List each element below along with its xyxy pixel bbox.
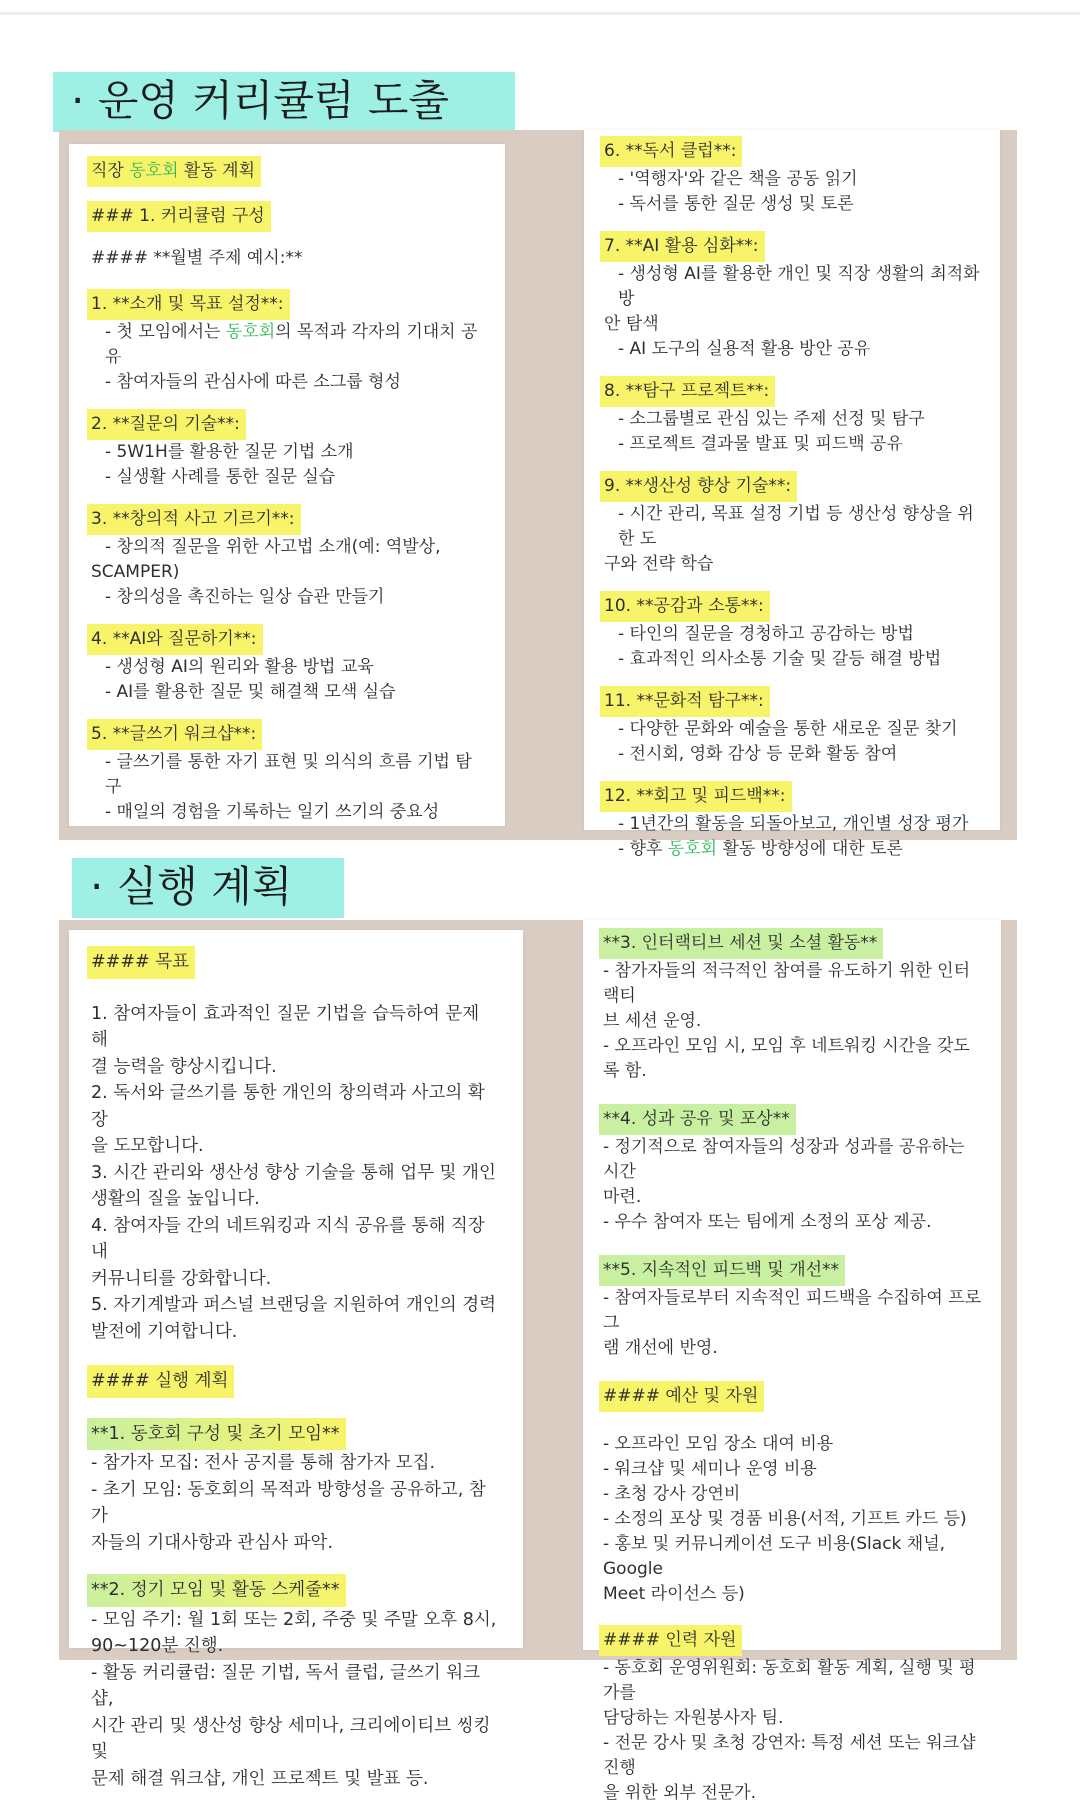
curriculum-panel bbox=[59, 130, 1017, 859]
goal-list bbox=[91, 1001, 501, 1346]
month-item-2 bbox=[91, 409, 483, 490]
plan-item-2-title: **2. 정기 모임 및 활동 스케줄** bbox=[87, 1574, 346, 1607]
month-10-line-1: - 타인의 질문을 경청하고 공감하는 방법 bbox=[618, 624, 914, 644]
month-item-6 bbox=[604, 136, 980, 217]
month-1-title: 1. **소개 및 목표 설정**: bbox=[87, 289, 290, 320]
top-divider bbox=[0, 12, 1080, 15]
month-2-title: 2. **질문의 기술**: bbox=[87, 409, 246, 440]
goal-line: 2. 독서와 글쓰기를 통한 개인의 창의력과 사고의 확장 bbox=[91, 1083, 485, 1130]
plan-item-4 bbox=[603, 1104, 981, 1235]
goal-line: 생활의 질을 높입니다. bbox=[91, 1189, 260, 1209]
plan-item-1-title: **1. 동호회 구성 및 초기 모임** bbox=[87, 1418, 346, 1451]
plan-line: 시간 관리 및 생산성 향상 세미나, 크리에이티브 씽킹 및 bbox=[91, 1715, 491, 1762]
plan-line: 램 개선에 반영. bbox=[603, 1338, 718, 1358]
curriculum-right-card bbox=[584, 130, 1000, 859]
month-2-line-1: - 5W1H를 활용한 질문 기법 소개 bbox=[105, 442, 354, 462]
month-8-line-1: - 소그룹별로 관심 있는 주제 선정 및 탐구 bbox=[618, 409, 925, 429]
budget-line: - 오프라인 모임 장소 대여 비용 bbox=[603, 1434, 834, 1454]
plan-line: 자들의 기대사항과 관심사 파악. bbox=[91, 1532, 334, 1553]
plan-item-2 bbox=[91, 1574, 501, 1792]
month-3-line-1: - 창의적 질문을 위한 사고법 소개(예: 역발상, bbox=[105, 537, 441, 557]
plan-line: 90~120분 진행. bbox=[91, 1636, 224, 1656]
month-item-10 bbox=[604, 591, 980, 672]
month-item-5 bbox=[91, 719, 483, 825]
budget-list bbox=[603, 1432, 981, 1607]
plan-item-4-title: **4. 성과 공유 및 포상** bbox=[599, 1104, 796, 1135]
month-3-line-1b: SCAMPER) bbox=[91, 562, 180, 582]
plan-line: 마련. bbox=[603, 1187, 642, 1207]
month-7-line-1b: 안 탐색 bbox=[604, 314, 659, 334]
plan-heading: 직장 동호회 활동 계획 bbox=[87, 156, 261, 187]
goal-line: 발전에 기여합니다. bbox=[91, 1321, 238, 1342]
month-1-line-1: - 첫 모임에서는 동호회의 목적과 각자의 기대치 공유 bbox=[105, 322, 478, 367]
month-item-7 bbox=[604, 231, 980, 362]
month-6-line-1: - '역행자'와 같은 책을 공동 읽기 bbox=[618, 169, 858, 189]
month-5-line-2: - 매일의 경험을 기록하는 일기 쓰기의 중요성 bbox=[105, 802, 440, 822]
month-item-11 bbox=[604, 686, 980, 767]
month-9-title: 9. **생산성 향상 기술**: bbox=[600, 471, 797, 502]
hr-line: - 전문 강사 및 초청 강연자: 특정 세션 또는 워크샵 진행 bbox=[603, 1733, 976, 1778]
budget-line: - 워크샵 및 세미나 운영 비용 bbox=[603, 1459, 817, 1479]
curriculum-subheading: ### 1. 커리큘럼 구성 bbox=[87, 201, 271, 232]
plan-item-3-title: **3. 인터랙티브 세션 및 소셜 활동** bbox=[599, 928, 883, 959]
hr-line: 을 위한 외부 전문가. bbox=[603, 1783, 756, 1803]
month-9-line-1b: 구와 전략 학습 bbox=[604, 554, 714, 574]
goal-line: 1. 참여자들이 효과적인 질문 기법을 습득하여 문제 해 bbox=[91, 1003, 480, 1050]
plan-line: - 오프라인 모임 시, 모임 후 네트워킹 시간을 갖도록 함. bbox=[603, 1036, 970, 1081]
goal-line: 3. 시간 관리와 생산성 향상 기술을 통해 업무 및 개인 bbox=[91, 1162, 496, 1183]
plan-line: - 초기 모임: 동호회의 목적과 방향성을 공유하고, 참가 bbox=[91, 1479, 486, 1526]
goal-line: 5. 자기계발과 퍼스널 브랜딩을 지원하여 개인의 경력 bbox=[91, 1295, 497, 1315]
month-4-line-1: - 생성형 AI의 원리와 활용 방법 교육 bbox=[105, 657, 374, 677]
budget-line: Meet 라이선스 등) bbox=[603, 1584, 745, 1604]
budget-line: - 초청 강사 강연비 bbox=[603, 1484, 741, 1504]
plan-line: 문제 해결 워크샵, 개인 프로젝트 및 발표 등. bbox=[91, 1768, 429, 1789]
plan-item-1 bbox=[91, 1418, 501, 1557]
hr-heading: #### 인력 자원 bbox=[599, 1625, 742, 1656]
month-4-line-2: - AI를 활용한 질문 및 해결책 모색 실습 bbox=[105, 682, 396, 702]
month-8-line-2: - 프로젝트 결과물 발표 및 피드백 공유 bbox=[618, 434, 903, 454]
month-11-line-2: - 전시회, 영화 감상 등 문화 활동 참여 bbox=[618, 744, 898, 764]
budget-line: - 소정의 포상 및 경품 비용(서적, 기프트 카드 등) bbox=[603, 1509, 967, 1529]
plan-item-5 bbox=[603, 1255, 981, 1361]
month-12-line-2: - 향후 동호회 활동 방향성에 대한 토론 bbox=[618, 839, 903, 859]
plan-line: 브 세션 운영. bbox=[603, 1011, 702, 1031]
month-6-line-2: - 독서를 통한 질문 생성 및 토론 bbox=[618, 194, 854, 214]
plan-line: - 모임 주기: 월 1회 또는 2회, 주중 및 주말 오후 8시, bbox=[91, 1609, 497, 1630]
month-8-title: 8. **탐구 프로젝트**: bbox=[600, 376, 775, 407]
month-3-title: 3. **창의적 사고 기르기**: bbox=[87, 504, 301, 535]
plan-line: - 정기적으로 참여자들의 성장과 성과를 공유하는 시간 bbox=[603, 1137, 965, 1182]
plan-section-title: · 실행 계획 bbox=[72, 858, 344, 918]
plan-line: - 참가자 모집: 전사 공지를 통해 참가자 모집. bbox=[91, 1453, 436, 1473]
month-6-title: 6. **독서 클럽**: bbox=[600, 136, 742, 167]
month-item-12 bbox=[604, 781, 980, 862]
month-item-9 bbox=[604, 471, 980, 577]
plan-line: - 우수 참여자 또는 팀에게 소정의 포상 제공. bbox=[603, 1212, 932, 1232]
month-item-4 bbox=[91, 624, 483, 705]
month-item-1 bbox=[91, 289, 483, 395]
plan-left-card bbox=[69, 930, 523, 1789]
plan-right-card bbox=[583, 920, 1001, 1803]
month-3-line-2: - 창의성을 촉진하는 일상 습관 만들기 bbox=[105, 587, 385, 607]
plan-line: - 활동 커리큘럼: 질문 기법, 독서 클럽, 글쓰기 워크샵, bbox=[91, 1662, 481, 1709]
month-7-line-1: - 생성형 AI를 활용한 개인 및 직장 생활의 최적화 방 bbox=[618, 264, 980, 309]
goal-line: 을 도모합니다. bbox=[91, 1136, 204, 1156]
budget-line: - 홍보 및 커뮤니케이션 도구 비용(Slack 채널, Google bbox=[603, 1534, 946, 1579]
month-7-title: 7. **AI 활용 심화**: bbox=[600, 231, 765, 262]
month-12-line-1: - 1년간의 활동을 되돌아보고, 개인별 성장 평가 bbox=[618, 814, 969, 834]
goal-heading: #### 목표 bbox=[87, 946, 195, 979]
curriculum-section-title: · 운영 커리큘럼 도출 bbox=[53, 72, 515, 132]
month-12-title: 12. **회고 및 피드백**: bbox=[600, 781, 792, 812]
monthly-topics-label: #### **월별 주제 예시:** bbox=[91, 248, 303, 268]
month-4-title: 4. **AI와 질문하기**: bbox=[87, 624, 263, 655]
month-11-title: 11. **문화적 탐구**: bbox=[600, 686, 770, 717]
plan-line: - 참가자들의 적극적인 참여를 유도하기 위한 인터랙티 bbox=[603, 961, 970, 1006]
month-10-line-2: - 효과적인 의사소통 기술 및 갈등 해결 방법 bbox=[618, 649, 942, 669]
month-9-line-1: - 시간 관리, 목표 설정 기법 등 생산성 향상을 위한 도 bbox=[618, 504, 974, 549]
month-5-line-1: - 글쓰기를 통한 자기 표현 및 의식의 흐름 기법 탐구 bbox=[105, 752, 472, 797]
goal-line: 커뮤니티를 강화합니다. bbox=[91, 1268, 272, 1289]
month-11-line-1: - 다양한 문화와 예술을 통한 새로운 질문 찾기 bbox=[618, 719, 958, 739]
curriculum-left-card bbox=[69, 144, 505, 826]
month-1-line-2: - 참여자들의 관심사에 따른 소그룹 형성 bbox=[105, 372, 401, 392]
plan-item-3 bbox=[603, 928, 981, 1084]
plan-panel bbox=[59, 920, 1017, 1803]
month-2-line-2: - 실생활 사례를 통한 질문 실습 bbox=[105, 467, 336, 487]
exec-heading: #### 실행 계획 bbox=[87, 1365, 234, 1398]
goal-line: 결 능력을 향상시킵니다. bbox=[91, 1056, 277, 1077]
month-item-8 bbox=[604, 376, 980, 457]
plan-item-5-title: **5. 지속적인 피드백 및 개선** bbox=[599, 1255, 845, 1286]
hr-line: 담당하는 자원봉사자 팀. bbox=[603, 1708, 784, 1728]
month-item-3 bbox=[91, 504, 483, 610]
month-5-title: 5. **글쓰기 워크샵**: bbox=[87, 719, 262, 750]
goal-line: 4. 참여자들 간의 네트워킹과 지식 공유를 통해 직장 내 bbox=[91, 1215, 485, 1262]
month-7-line-2: - AI 도구의 실용적 활용 방안 공유 bbox=[618, 339, 871, 359]
plan-line: - 참여자들로부터 지속적인 피드백을 수집하여 프로그 bbox=[603, 1288, 982, 1333]
month-10-title: 10. **공감과 소통**: bbox=[600, 591, 770, 622]
hr-line: - 동호회 운영위원회: 동호회 활동 계획, 실행 및 평가를 bbox=[603, 1658, 976, 1703]
budget-heading: #### 예산 및 자원 bbox=[599, 1381, 764, 1412]
hr-section bbox=[603, 1625, 981, 1806]
